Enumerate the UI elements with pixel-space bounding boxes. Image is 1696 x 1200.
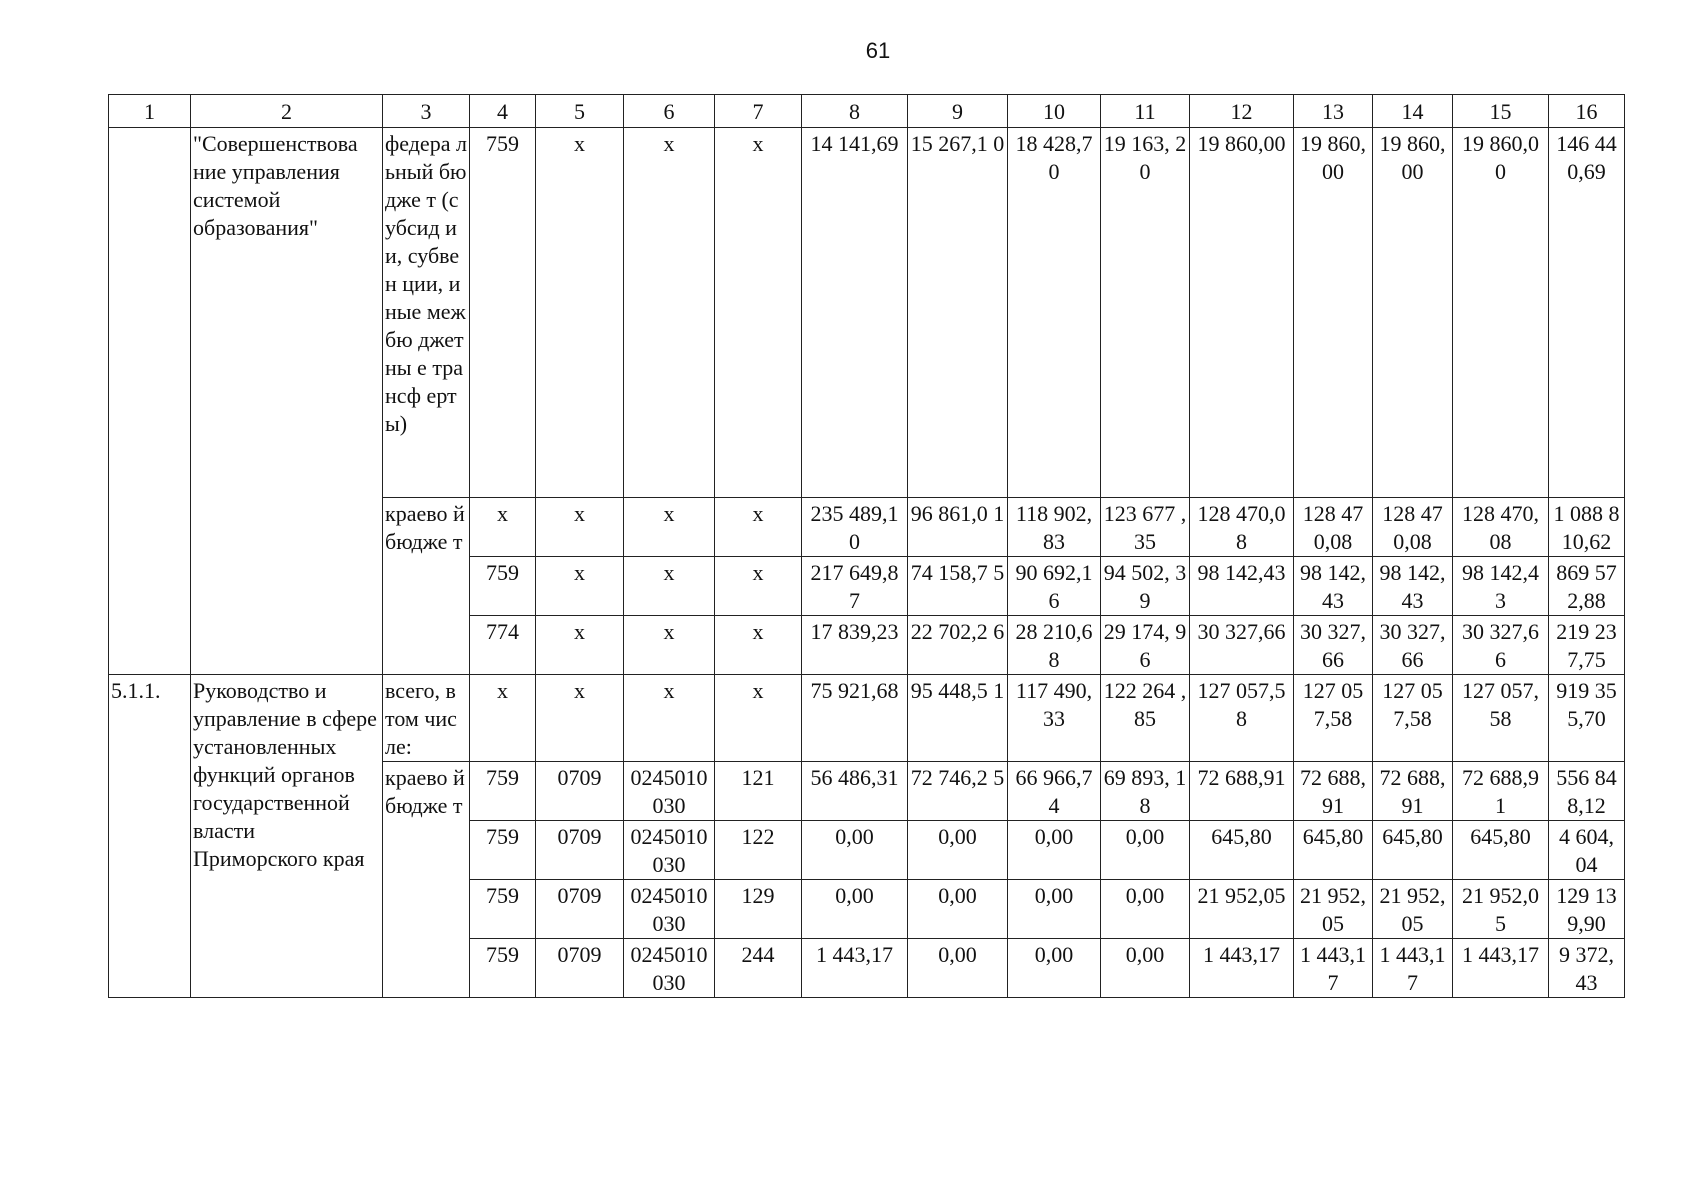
table-cell-col-16: 9 372, 43 — [1549, 939, 1625, 998]
table-cell-col-4: 759 — [470, 939, 536, 998]
table-cell-col-13: 21 952, 05 — [1294, 880, 1373, 939]
table-cell-col-16: 129 13 9,90 — [1549, 880, 1625, 939]
table-cell-col-10: 0,00 — [1008, 880, 1101, 939]
table-cell-col-14: 98 142, 43 — [1373, 557, 1453, 616]
table-cell-col-6: х — [624, 498, 715, 557]
table-cell-col-16: 1 088 810,62 — [1549, 498, 1625, 557]
table-cell-col-15: 1 443,17 — [1453, 939, 1549, 998]
column-header-3: 3 — [383, 95, 470, 128]
table-cell-col-5: х — [536, 616, 624, 675]
table-row — [109, 128, 1625, 498]
table-cell-col-5: 0709 — [536, 762, 624, 821]
table-cell-col-13: 30 327, 66 — [1294, 616, 1373, 675]
row-code: 5.1.1. — [109, 675, 191, 998]
table-cell-col-15: 30 327,6 6 — [1453, 616, 1549, 675]
table-cell-col-11: 69 893, 18 — [1101, 762, 1190, 821]
table-cell-col-10: 18 428,7 0 — [1008, 128, 1101, 498]
table-cell-col-5: 0709 — [536, 880, 624, 939]
table-cell-col-9: 22 702,2 6 — [908, 616, 1008, 675]
table-cell-col-4: 759 — [470, 821, 536, 880]
table-cell-col-11: 29 174, 96 — [1101, 616, 1190, 675]
table-cell-col-8: 17 839,23 — [802, 616, 908, 675]
table-cell-col-13: 72 688, 91 — [1294, 762, 1373, 821]
budget-table — [108, 94, 1625, 998]
table-cell-col-10: 66 966,7 4 — [1008, 762, 1101, 821]
activity-name: Руководство и управление в сфере установленных функций органов государственной власти Приморского края — [191, 675, 383, 998]
table-cell-col-8: 1 443,17 — [802, 939, 908, 998]
table-cell-col-11: 0,00 — [1101, 880, 1190, 939]
table-cell-col-12: 645,80 — [1190, 821, 1294, 880]
table-cell-col-7: 122 — [715, 821, 802, 880]
table-cell-col-9: 74 158,7 5 — [908, 557, 1008, 616]
table-row — [109, 675, 1625, 762]
budget-source-federal: федера льный бюдже т (субсид ии, субвен ции, иные межбю джетны е трансф ерты) — [383, 128, 470, 498]
table-cell-col-15: 645,80 — [1453, 821, 1549, 880]
table-cell-col-6: х — [624, 128, 715, 498]
column-header-2: 2 — [191, 95, 383, 128]
table-cell-col-16: 219 23 7,75 — [1549, 616, 1625, 675]
table-cell-col-11: 0,00 — [1101, 939, 1190, 998]
table-cell-col-5: х — [536, 128, 624, 498]
table-cell-col-9: 0,00 — [908, 880, 1008, 939]
table-cell-col-12: 128 470,0 8 — [1190, 498, 1294, 557]
table-cell-col-16: 556 84 8,12 — [1549, 762, 1625, 821]
table-cell-col-16: 869 57 2,88 — [1549, 557, 1625, 616]
table-cell-col-4: х — [470, 498, 536, 557]
table-cell-col-6: 0245010 030 — [624, 880, 715, 939]
table-cell-col-7: х — [715, 616, 802, 675]
table-cell-col-10: 90 692,1 6 — [1008, 557, 1101, 616]
table-cell-col-8: 75 921,68 — [802, 675, 908, 762]
table-cell-col-5: х — [536, 498, 624, 557]
table-cell-col-12: 72 688,91 — [1190, 762, 1294, 821]
column-header-1: 1 — [109, 95, 191, 128]
table-cell-col-4: 759 — [470, 762, 536, 821]
table-cell-col-9: 96 861,0 1 — [908, 498, 1008, 557]
column-header-5: 5 — [536, 95, 624, 128]
table-cell-col-9: 0,00 — [908, 939, 1008, 998]
table-cell-col-13: 98 142, 43 — [1294, 557, 1373, 616]
table-cell-col-14: 127 05 7,58 — [1373, 675, 1453, 762]
table-cell-col-11: 123 677 ,35 — [1101, 498, 1190, 557]
table-cell-col-12: 21 952,05 — [1190, 880, 1294, 939]
column-header-8: 8 — [802, 95, 908, 128]
column-header-10: 10 — [1008, 95, 1101, 128]
table-cell-col-8: 14 141,69 — [802, 128, 908, 498]
table-cell-col-15: 127 057, 58 — [1453, 675, 1549, 762]
table-cell-col-16: 4 604, 04 — [1549, 821, 1625, 880]
table-cell-col-5: 0709 — [536, 821, 624, 880]
table-cell-col-15: 128 470, 08 — [1453, 498, 1549, 557]
table-cell-col-4: 759 — [470, 128, 536, 498]
table-cell-col-7: 129 — [715, 880, 802, 939]
table-cell-col-8: 56 486,31 — [802, 762, 908, 821]
table-cell-col-12: 127 057,5 8 — [1190, 675, 1294, 762]
table-cell-col-7: х — [715, 557, 802, 616]
table-cell-col-10: 28 210,6 8 — [1008, 616, 1101, 675]
table-cell-col-14: 30 327, 66 — [1373, 616, 1453, 675]
table-cell-col-14: 128 47 0,08 — [1373, 498, 1453, 557]
table-cell-col-9: 15 267,1 0 — [908, 128, 1008, 498]
column-header-12: 12 — [1190, 95, 1294, 128]
row-code-cell — [109, 128, 191, 675]
table-cell-col-6: 0245010 030 — [624, 821, 715, 880]
budget-source-regional: краево й бюдже т — [383, 762, 470, 998]
table-cell-col-9: 72 746,2 5 — [908, 762, 1008, 821]
table-cell-col-14: 19 860, 00 — [1373, 128, 1453, 498]
table-cell-col-9: 95 448,5 1 — [908, 675, 1008, 762]
table-cell-col-14: 21 952, 05 — [1373, 880, 1453, 939]
table-cell-col-12: 30 327,66 — [1190, 616, 1294, 675]
budget-source-regional: краево й бюдже т — [383, 498, 470, 675]
table-cell-col-6: х — [624, 616, 715, 675]
table-cell-col-11: 19 163, 20 — [1101, 128, 1190, 498]
table-cell-col-6: 0245010 030 — [624, 762, 715, 821]
budget-source-total: всего, в том числе: — [383, 675, 470, 762]
table-cell-col-15: 19 860,0 0 — [1453, 128, 1549, 498]
table-cell-col-6: х — [624, 557, 715, 616]
table-cell-col-13: 128 47 0,08 — [1294, 498, 1373, 557]
table-cell-col-5: х — [536, 675, 624, 762]
table-cell-col-16: 146 44 0,69 — [1549, 128, 1625, 498]
table-cell-col-10: 0,00 — [1008, 821, 1101, 880]
table-cell-col-14: 72 688, 91 — [1373, 762, 1453, 821]
table-cell-col-10: 118 902, 83 — [1008, 498, 1101, 557]
table-cell-col-4: 759 — [470, 557, 536, 616]
table-cell-col-9: 0,00 — [908, 821, 1008, 880]
page-number: 61 — [865, 38, 891, 63]
column-header-9: 9 — [908, 95, 1008, 128]
table-cell-col-10: 0,00 — [1008, 939, 1101, 998]
table-cell-col-8: 235 489,1 0 — [802, 498, 908, 557]
column-header-7: 7 — [715, 95, 802, 128]
table-row — [109, 95, 1625, 128]
table-cell-col-13: 127 05 7,58 — [1294, 675, 1373, 762]
table-cell-col-13: 19 860, 00 — [1294, 128, 1373, 498]
table-cell-col-11: 0,00 — [1101, 821, 1190, 880]
table-cell-col-10: 117 490, 33 — [1008, 675, 1101, 762]
table-cell-col-13: 645,80 — [1294, 821, 1373, 880]
column-header-14: 14 — [1373, 95, 1453, 128]
table-cell-col-15: 21 952,0 5 — [1453, 880, 1549, 939]
table-cell-col-4: 759 — [470, 880, 536, 939]
table-cell-col-12: 1 443,17 — [1190, 939, 1294, 998]
table-cell-col-7: 121 — [715, 762, 802, 821]
column-header-11: 11 — [1101, 95, 1190, 128]
table-cell-col-8: 217 649,8 7 — [802, 557, 908, 616]
table-cell-col-6: 0245010 030 — [624, 939, 715, 998]
column-header-15: 15 — [1453, 95, 1549, 128]
table-cell-col-8: 0,00 — [802, 821, 908, 880]
table-cell-col-7: х — [715, 128, 802, 498]
table-cell-col-6: х — [624, 675, 715, 762]
table-cell-col-11: 122 264 ,85 — [1101, 675, 1190, 762]
table-cell-col-14: 645,80 — [1373, 821, 1453, 880]
column-header-16: 16 — [1549, 95, 1625, 128]
program-name: "Совершенствова ние управления системой образования" — [191, 128, 383, 675]
table-cell-col-13: 1 443,1 7 — [1294, 939, 1373, 998]
table-cell-col-4: 774 — [470, 616, 536, 675]
table-cell-col-5: 0709 — [536, 939, 624, 998]
table-cell-col-7: х — [715, 498, 802, 557]
table-cell-col-14: 1 443,1 7 — [1373, 939, 1453, 998]
table-cell-col-12: 98 142,43 — [1190, 557, 1294, 616]
table-cell-col-11: 94 502, 39 — [1101, 557, 1190, 616]
column-header-4: 4 — [470, 95, 536, 128]
table-cell-col-8: 0,00 — [802, 880, 908, 939]
column-header-13: 13 — [1294, 95, 1373, 128]
table-cell-col-12: 19 860,00 — [1190, 128, 1294, 498]
table-cell-col-15: 98 142,4 3 — [1453, 557, 1549, 616]
table-cell-col-7: х — [715, 675, 802, 762]
column-header-6: 6 — [624, 95, 715, 128]
table-cell-col-4: х — [470, 675, 536, 762]
table-cell-col-15: 72 688,9 1 — [1453, 762, 1549, 821]
table-cell-col-7: 244 — [715, 939, 802, 998]
table-cell-col-16: 919 35 5,70 — [1549, 675, 1625, 762]
table-cell-col-5: х — [536, 557, 624, 616]
